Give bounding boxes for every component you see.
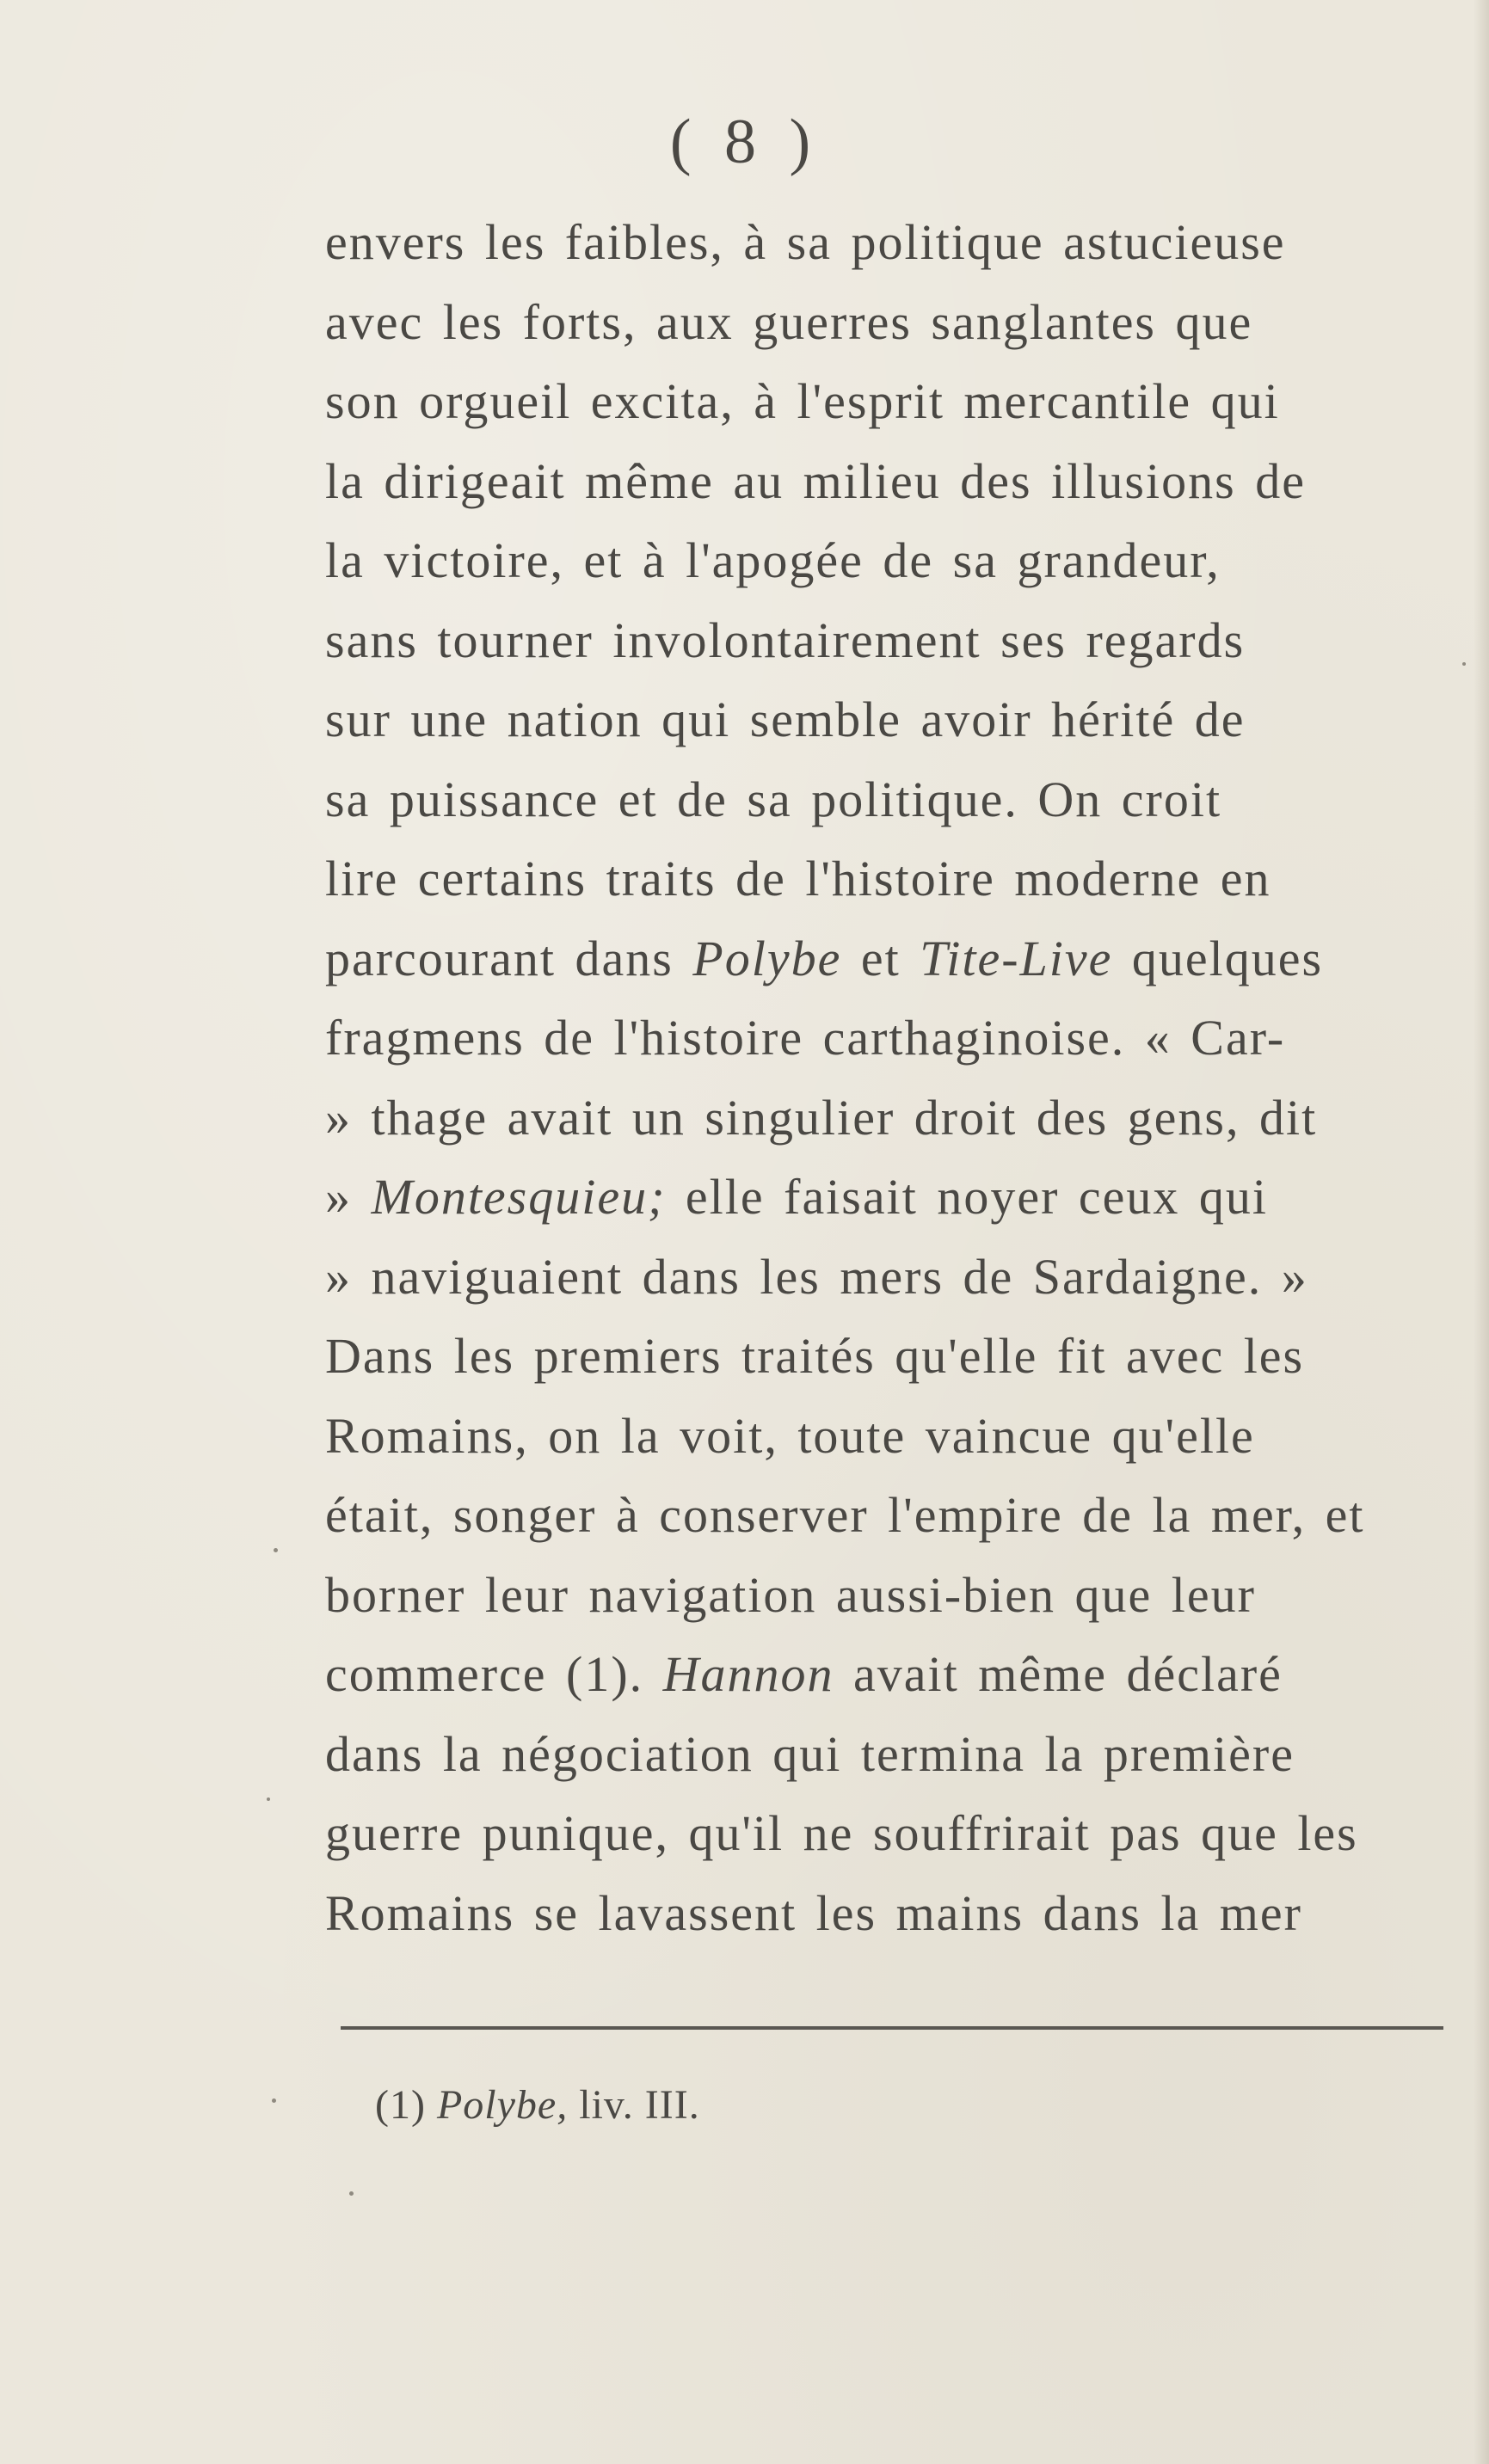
text-line: la dirigeait même au milieu des illusions de <box>325 452 1306 509</box>
text-segment: » <box>325 1169 372 1225</box>
text-line <box>325 919 1443 999</box>
text-segment: et <box>841 930 920 986</box>
italic-segment: Hannon <box>662 1646 834 1702</box>
text-line: sur une nation qui semble avoir hérité de <box>325 691 1246 747</box>
paper-speck <box>272 2098 276 2103</box>
text-line <box>325 1635 1443 1715</box>
text-segment: avait même déclaré <box>834 1646 1283 1702</box>
footnote-reference: liv. III. <box>579 2082 700 2128</box>
text-segment: commerce (1). <box>325 1646 663 1702</box>
body-text <box>325 203 1443 1953</box>
footnote-number: (1) <box>375 2082 426 2128</box>
text-line: Romains se lavassent les mains dans la mer <box>325 1884 1302 1941</box>
paper-speck <box>267 1797 270 1801</box>
text-line: Romains, on la voit, toute vaincue qu'elle <box>325 1407 1255 1464</box>
italic-segment: Montesquieu; <box>371 1169 667 1225</box>
text-line: lire certains traits de l'histoire moderne en <box>325 851 1271 906</box>
italic-segment: Polybe <box>692 930 842 986</box>
footnote-divider <box>341 2026 1443 2030</box>
text-line: dans la négociation qui termina la première <box>325 1725 1295 1782</box>
page-number: ( 8 ) <box>669 107 820 177</box>
text-segment: quelques <box>1112 930 1324 986</box>
text-line <box>325 1158 1443 1238</box>
text-line: son orgueil excita, à l'esprit mercantile qui <box>325 373 1280 429</box>
text-line: envers les faibles, à sa politique astucieuse <box>325 214 1286 270</box>
text-segment: parcourant dans <box>325 930 693 986</box>
text-line: borner leur navigation aussi-bien que leur <box>325 1566 1256 1623</box>
footnote-author: Polybe, <box>436 2082 569 2128</box>
text-line: fragmens de l'histoire carthaginoise. « Car- <box>325 1010 1286 1066</box>
text-line: guerre punique, qu'il ne souffrirait pas que les <box>325 1805 1358 1861</box>
text-segment: elle faisait noyer ceux qui <box>666 1169 1269 1225</box>
text-line: sa puissance et de sa politique. On croit <box>325 771 1222 827</box>
text-line: » thage avait un singulier droit des gens, dit <box>325 1089 1318 1146</box>
text-line: la victoire, et à l'apogée de sa grandeur, <box>325 532 1221 588</box>
text-line: était, songer à conserver l'empire de la mer, et <box>325 1487 1365 1543</box>
text-line: » naviguaient dans les mers de Sardaigne. » <box>325 1248 1308 1305</box>
paper-speck <box>1462 662 1466 666</box>
text-line: avec les forts, aux guerres sanglantes que <box>325 293 1253 350</box>
page-edge-shadow <box>1474 0 1489 2464</box>
text-line: sans tourner involontairement ses regards <box>325 611 1246 668</box>
footnote <box>375 2071 700 2140</box>
italic-segment: Tite-Live <box>920 930 1113 986</box>
paper-speck <box>274 1548 278 1552</box>
text-line: Dans les premiers traités qu'elle fit avec les <box>325 1328 1305 1384</box>
paper-speck <box>349 2191 354 2196</box>
